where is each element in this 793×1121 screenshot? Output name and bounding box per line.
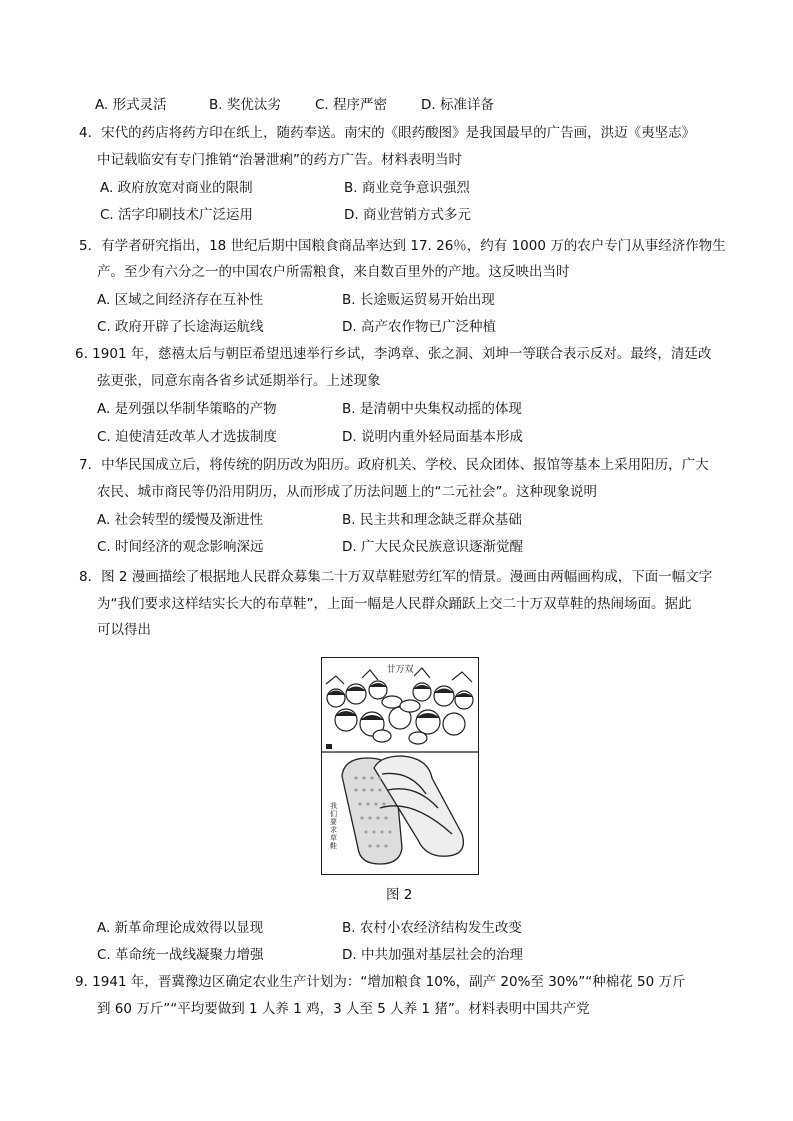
cartoon-top-caption: 廿万双: [386, 665, 414, 675]
q8-option-c: C. 革命统一战线凝聚力增强: [97, 947, 264, 963]
q6-option-a: A. 是列强以华制华策略的产物: [97, 401, 277, 417]
q5-text-line-1: 5．有学者研究指出，18 世纪后期中国粮食商品率达到 17. 26％，约有 1000 万的农户专门从事经济作物生: [79, 238, 726, 254]
figure-caption: 图 2: [386, 887, 413, 903]
svg-text:我: 我: [330, 802, 337, 810]
q5-text-line-2: 产。至少有六分之一的中国农户所需粮食，来自数百里外的产地。这反映出当时: [97, 264, 570, 280]
q4-option-a: A. 政府放宽对商业的限制: [100, 180, 253, 196]
q6-option-b: B. 是清朝中央集权动摇的体现: [342, 401, 522, 417]
q7-option-a: A. 社会转型的缓慢及渐进性: [97, 512, 264, 528]
q5-option-c: C. 政府开辟了长途海运航线: [97, 319, 264, 335]
svg-text:们: 们: [330, 810, 337, 818]
cartoon-figure: [321, 657, 479, 875]
q3-option-c: C. 程序严密: [315, 97, 388, 113]
q7-option-b: B. 民主共和理念缺乏群众基础: [342, 512, 522, 528]
q5-option-d: D. 高产农作物已广泛种植: [342, 319, 496, 335]
q8-option-d: D. 中共加强对基层社会的治理: [342, 947, 523, 963]
svg-text:求: 求: [330, 826, 337, 834]
q9-text-line-1: 9. 1941 年，晋冀豫边区确定农业生产计划为：“增加粮食 10%，副产 20%至 30%”“种棉花 50 万斤: [75, 974, 686, 990]
cartoon-illustration: [322, 658, 478, 874]
q8-option-b: B. 农村小农经济结构发生改变: [342, 920, 522, 936]
crowd-drawing: [326, 668, 473, 744]
q3-option-d: D. 标准详备: [421, 97, 494, 113]
q9-text-line-2: 到 60 万斤”“平均要做到 1 人养 1 鸡，3 人至 5 人养 1 猪”。材料表明中国共产党: [97, 1001, 590, 1017]
q8-text-line-3: 可以得出: [97, 622, 151, 638]
q7-text-line-2: 农民、城市商民等仍沿用阴历，从而形成了历法问题上的“二元社会”。这种现象说明: [97, 484, 597, 500]
q6-text-line-2: 弦更张，同意东南各省乡试延期举行。上述现象: [97, 373, 381, 389]
cartoon-vertical-slogan: [330, 801, 337, 850]
q4-text-line-1: 4．宋代的药店将药方印在纸上，随药奉送。南宋的《眼药酸图》是我国最早的广告画，洪迈《夷坚志》: [79, 125, 696, 141]
q5-option-a: A. 区域之间经济存在互补性: [97, 292, 264, 308]
q8-option-a: A. 新革命理论成效得以显现: [97, 920, 264, 936]
straw-sandals-drawing: [342, 756, 463, 864]
q4-option-b: B. 商业竞争意识强烈: [344, 180, 470, 196]
q4-option-d: D. 商业营销方式多元: [344, 207, 471, 223]
q6-option-c: C. 迫使清廷改革人才选拔制度: [97, 429, 278, 445]
q4-option-c: C. 活字印刷技术广泛运用: [100, 207, 254, 223]
q7-text-line-1: 7．中华民国成立后，将传统的阴历改为阳历。政府机关、学校、民众团体、报馆等基本上采用阳历，广大: [79, 457, 709, 473]
q6-text-line-1: 6. 1901 年，慈禧太后与朝臣希望迅速举行乡试，李鸿章、张之洞、刘坤一等联合表示反对。最终，清廷改: [75, 346, 712, 362]
svg-text:鞋: 鞋: [330, 842, 337, 850]
q7-option-c: C. 时间经济的观念影响深远: [97, 539, 264, 555]
q6-option-d: D. 说明内重外轻局面基本形成: [342, 429, 523, 445]
q5-option-b: B. 长途贩运贸易开始出现: [342, 292, 495, 308]
svg-text:草: 草: [330, 834, 337, 842]
q8-text-line-2: 为“我们要求这样结实长大的布草鞋”，上面一幅是人民群众踊跃上交二十万双草鞋的热闹场面。据此: [97, 596, 692, 612]
q3-option-b: B. 奖优汰劣: [209, 97, 281, 113]
q3-option-a: A. 形式灵活: [95, 97, 167, 113]
q4-text-line-2: 中记载临安有专门推销“治暑泄痢”的药方广告。材料表明当时: [97, 152, 462, 168]
q8-text-line-1: 8．图 2 漫画描绘了根据地人民群众募集二十万双草鞋慰劳红军的情景。漫画由两幅画构成，下面一幅文字: [79, 569, 713, 585]
svg-text:要: 要: [330, 818, 337, 826]
q7-option-d: D. 广大民众民族意识逐渐觉醒: [342, 539, 523, 555]
